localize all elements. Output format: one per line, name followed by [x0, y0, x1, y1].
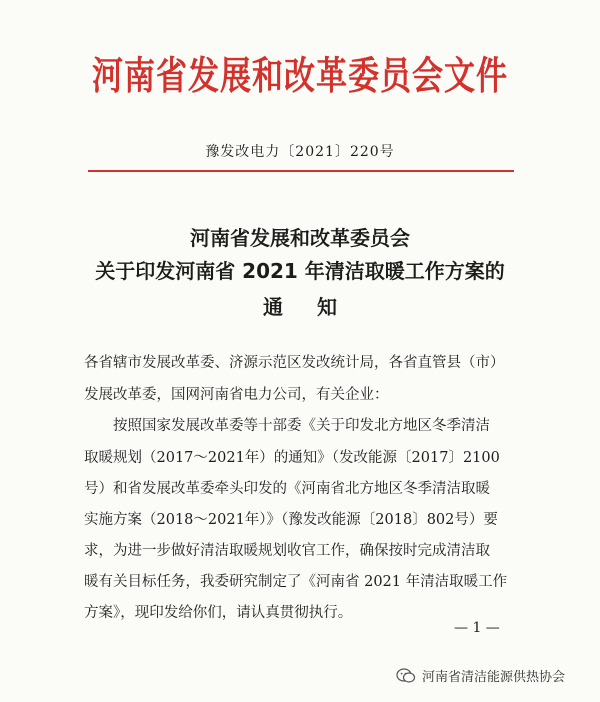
- page-number: — 1 —: [454, 620, 500, 636]
- body-line: 号）和省发展改革委牵头印发的《河南省北方地区冬季清洁取暖: [84, 481, 490, 497]
- body-line: 暖有关目标任务，我委研究制定了《河南省 2021 年清洁取暖工作: [84, 574, 508, 590]
- issuer-title: 河南省发展和改革委员会文件: [92, 54, 508, 99]
- notice-title-line-2: 关于印发河南省 2021 年清洁取暖工作方案的: [95, 259, 505, 283]
- body-line: 取暖规划（2017～2021年）的通知》（发改能源〔2017〕2100: [84, 450, 500, 466]
- wechat-icon: [396, 668, 416, 684]
- body-line: 方案》，现印发给你们，请认真贯彻执行。: [84, 605, 353, 621]
- source-watermark: [396, 666, 565, 685]
- body-line: 求，为进一步做好清洁取暖规划收官工作，确保按时完成清洁取: [84, 543, 490, 559]
- notice-title-line-3: 通知: [263, 295, 371, 319]
- red-divider: [88, 170, 514, 172]
- body-line: 各省辖市发展改革委、济源示范区发改统计局，各省直管县（市）: [84, 355, 505, 371]
- body-line: 发展改革委，国网河南省电力公司，有关企业：: [84, 387, 389, 403]
- body-line: 按照国家发展改革委等十部委《关于印发北方地区冬季清洁: [113, 418, 490, 434]
- notice-title-line-1: 河南省发展和改革委员会: [190, 226, 410, 250]
- watermark-text: 河南省清洁能源供热协会: [422, 670, 566, 685]
- document-number: 豫发改电力〔2021〕220号: [205, 144, 395, 160]
- body-line: 实施方案（2018～2021年）》（豫发改能源〔2018〕802号）要: [84, 512, 498, 528]
